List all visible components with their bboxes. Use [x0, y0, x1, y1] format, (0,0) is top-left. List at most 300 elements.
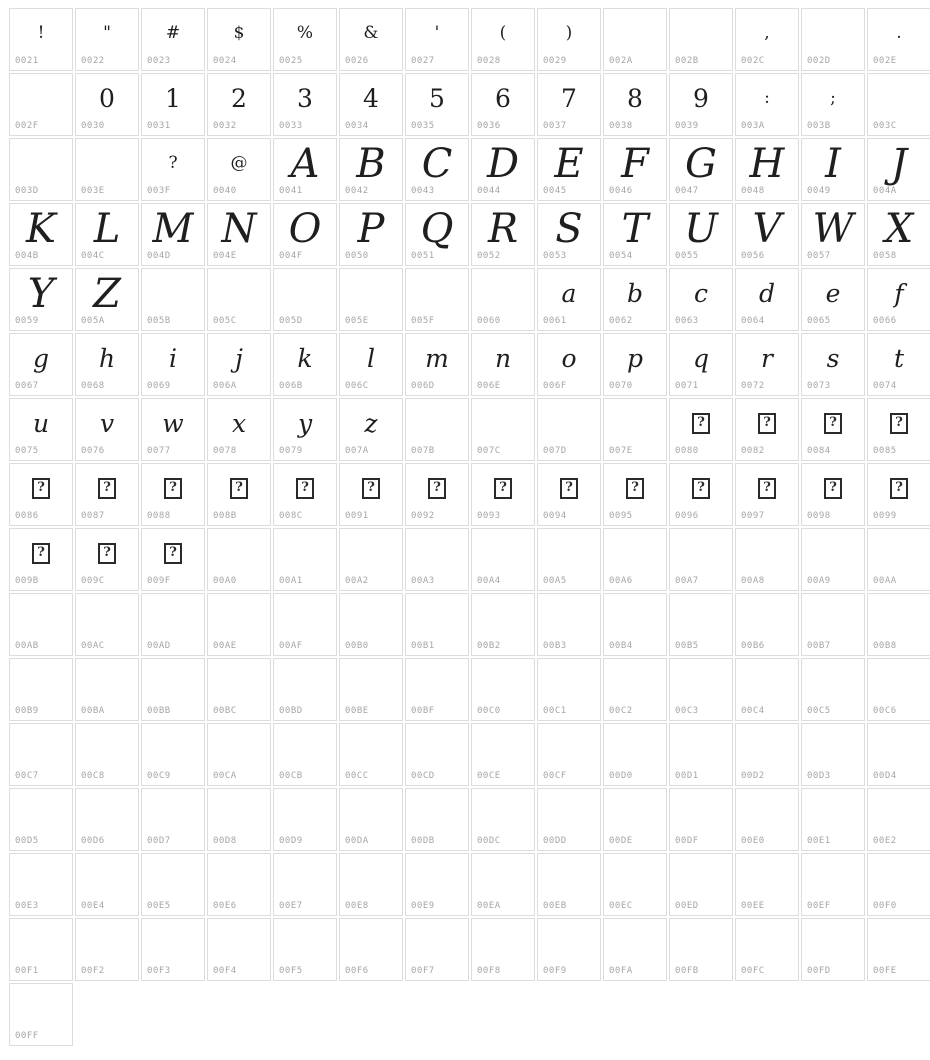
- code-label: 00F2: [81, 966, 105, 976]
- code-label: 00F3: [147, 966, 171, 976]
- glyph-cell-0029: [537, 8, 601, 71]
- code-label: 0038: [609, 121, 633, 131]
- glyph: F: [621, 140, 649, 187]
- glyph: p: [626, 344, 643, 373]
- glyph-cell-00A8: [735, 528, 799, 591]
- glyph-cell-005B: [141, 268, 205, 331]
- glyph: R: [487, 205, 519, 252]
- glyph-cell-0052: [471, 203, 535, 266]
- glyph-cell-003C: [867, 73, 930, 136]
- glyph-cell-002C: [735, 8, 799, 71]
- code-label: 00D4: [873, 771, 897, 781]
- missing-glyph-icon: ?: [98, 543, 116, 564]
- glyph: f: [894, 279, 904, 308]
- code-label: 00DE: [609, 836, 633, 846]
- glyph-cell-00E2: [867, 788, 930, 851]
- glyph: $: [233, 23, 245, 43]
- glyph-cell-009F: [141, 528, 205, 591]
- glyph: ?: [168, 153, 178, 173]
- glyph-cell-00B5: [669, 593, 733, 656]
- glyph-cell-00D9: [273, 788, 337, 851]
- glyph-cell-00BA: [75, 658, 139, 721]
- code-label: 00A7: [675, 576, 699, 586]
- code-label: 0025: [279, 56, 303, 66]
- code-label: 0066: [873, 316, 897, 326]
- glyph-cell-00CE: [471, 723, 535, 786]
- glyph: L: [93, 205, 121, 252]
- glyph: V: [752, 205, 782, 252]
- glyph-cell-00BB: [141, 658, 205, 721]
- missing-glyph-icon: ?: [164, 478, 182, 499]
- code-label: 00E9: [411, 901, 435, 911]
- code-label: 002B: [675, 56, 699, 66]
- glyph-cell-006A: [207, 333, 271, 396]
- glyph-cell-00F9: [537, 918, 601, 981]
- code-label: 00EE: [741, 901, 765, 911]
- glyph-cell-00FB: [669, 918, 733, 981]
- glyph-cell-0099: [867, 463, 930, 526]
- code-label: 00BB: [147, 706, 171, 716]
- glyph-cell-003D: [9, 138, 73, 201]
- code-label: 006F: [543, 381, 567, 391]
- code-label: 0034: [345, 121, 369, 131]
- glyph: 9: [693, 84, 709, 113]
- code-label: 00F4: [213, 966, 237, 976]
- glyph-cell-00FC: [735, 918, 799, 981]
- code-label: 0022: [81, 56, 105, 66]
- missing-glyph-icon: ?: [824, 478, 842, 499]
- code-label: 0044: [477, 186, 501, 196]
- glyph: 4: [363, 84, 379, 113]
- code-label: 00D2: [741, 771, 765, 781]
- code-label: 0054: [609, 251, 633, 261]
- glyph-cell-0070: [603, 333, 667, 396]
- code-label: 002D: [807, 56, 831, 66]
- glyph: N: [221, 205, 257, 252]
- code-label: 0077: [147, 446, 171, 456]
- glyph-cell-0048: [735, 138, 799, 201]
- glyph-cell-003E: [75, 138, 139, 201]
- code-label: 0059: [15, 316, 39, 326]
- glyph-cell-00A0: [207, 528, 271, 591]
- glyph-cell-00EB: [537, 853, 601, 916]
- code-label: 00DD: [543, 836, 567, 846]
- code-label: 0027: [411, 56, 435, 66]
- code-label: 009F: [147, 576, 171, 586]
- glyph-cell-005F: [405, 268, 469, 331]
- code-label: 00BA: [81, 706, 105, 716]
- glyph: l: [367, 344, 375, 373]
- glyph-cell-0069: [141, 333, 205, 396]
- glyph-cell-006B: [273, 333, 337, 396]
- glyph-cell-006D: [405, 333, 469, 396]
- code-label: 00BF: [411, 706, 435, 716]
- code-label: 0070: [609, 381, 633, 391]
- glyph-cell-00EC: [603, 853, 667, 916]
- code-label: 00FE: [873, 966, 897, 976]
- glyph-cell-00A9: [801, 528, 865, 591]
- code-label: 0092: [411, 511, 435, 521]
- code-label: 00D0: [609, 771, 633, 781]
- glyph-cell-0055: [669, 203, 733, 266]
- code-label: 00DA: [345, 836, 369, 846]
- code-label: 00AD: [147, 641, 171, 651]
- code-label: 0060: [477, 316, 501, 326]
- code-label: 007B: [411, 446, 435, 456]
- glyph-cell-00CB: [273, 723, 337, 786]
- code-label: 00B5: [675, 641, 699, 651]
- glyph: h: [98, 344, 116, 373]
- code-label: 008B: [213, 511, 237, 521]
- code-label: 004C: [81, 251, 105, 261]
- glyph: .: [896, 23, 902, 43]
- glyph: A: [290, 140, 320, 187]
- code-label: 00EA: [477, 901, 501, 911]
- glyph-cell-004E: [207, 203, 271, 266]
- glyph-cell-003B: [801, 73, 865, 136]
- glyph-cell-0039: [669, 73, 733, 136]
- code-label: 0030: [81, 121, 105, 131]
- code-label: 00D9: [279, 836, 303, 846]
- code-label: 00A3: [411, 576, 435, 586]
- glyph: s: [826, 344, 840, 373]
- glyph-cell-0079: [273, 398, 337, 461]
- code-label: 00CC: [345, 771, 369, 781]
- code-label: 0094: [543, 511, 567, 521]
- glyph-cell-0098: [801, 463, 865, 526]
- glyph-cell-0021: [9, 8, 73, 71]
- glyph-cell-00E6: [207, 853, 271, 916]
- code-label: 00AC: [81, 641, 105, 651]
- code-label: 004A: [873, 186, 897, 196]
- glyph-cell-00E9: [405, 853, 469, 916]
- code-label: 00FC: [741, 966, 765, 976]
- glyph-cell-0036: [471, 73, 535, 136]
- glyph-cell-0092: [405, 463, 469, 526]
- glyph-cell-0031: [141, 73, 205, 136]
- code-label: 0032: [213, 121, 237, 131]
- code-label: 00FA: [609, 966, 633, 976]
- glyph: 0: [99, 84, 115, 113]
- glyph-cell-00E0: [735, 788, 799, 851]
- glyph-cell-007A: [339, 398, 403, 461]
- missing-glyph-icon: ?: [296, 478, 314, 499]
- code-label: 00DC: [477, 836, 501, 846]
- glyph-cell-0062: [603, 268, 667, 331]
- glyph: C: [421, 140, 453, 187]
- glyph-cell-0084: [801, 398, 865, 461]
- glyph-cell-0046: [603, 138, 667, 201]
- glyph-cell-0088: [141, 463, 205, 526]
- glyph-cell-006F: [537, 333, 601, 396]
- code-label: 005E: [345, 316, 369, 326]
- code-label: 00CA: [213, 771, 237, 781]
- code-label: 00DF: [675, 836, 699, 846]
- code-label: 0069: [147, 381, 171, 391]
- glyph-cell-0022: [75, 8, 139, 71]
- missing-glyph-icon: ?: [164, 543, 182, 564]
- glyph-cell-00FE: [867, 918, 930, 981]
- glyph-cell-0026: [339, 8, 403, 71]
- code-label: 0049: [807, 186, 831, 196]
- glyph: 2: [231, 84, 247, 113]
- glyph-cell-00DB: [405, 788, 469, 851]
- glyph: T: [621, 205, 649, 252]
- glyph: D: [486, 140, 520, 187]
- code-label: 00B8: [873, 641, 897, 651]
- code-label: 00C7: [15, 771, 39, 781]
- glyph-cell-0023: [141, 8, 205, 71]
- glyph-cell-0042: [339, 138, 403, 201]
- missing-glyph-icon: ?: [692, 478, 710, 499]
- glyph-cell-0067: [9, 333, 73, 396]
- code-label: 00C6: [873, 706, 897, 716]
- missing-glyph-icon: ?: [824, 413, 842, 434]
- code-label: 00D3: [807, 771, 831, 781]
- glyph-cell-00E8: [339, 853, 403, 916]
- glyph-cell-0041: [273, 138, 337, 201]
- glyph-cell-0094: [537, 463, 601, 526]
- glyph: 8: [627, 84, 643, 113]
- code-label: 0029: [543, 56, 567, 66]
- glyph-cell-008B: [207, 463, 271, 526]
- glyph: y: [297, 409, 313, 438]
- code-label: 003E: [81, 186, 105, 196]
- code-label: 00D5: [15, 836, 39, 846]
- code-label: 00A6: [609, 576, 633, 586]
- glyph-cell-0086: [9, 463, 73, 526]
- code-label: 00D8: [213, 836, 237, 846]
- glyph-cell-0064: [735, 268, 799, 331]
- code-label: 004D: [147, 251, 171, 261]
- code-label: 00CF: [543, 771, 567, 781]
- missing-glyph-icon: ?: [890, 413, 908, 434]
- glyph-cell-007D: [537, 398, 601, 461]
- code-label: 00CD: [411, 771, 435, 781]
- glyph-cell-00DF: [669, 788, 733, 851]
- code-label: 0086: [15, 511, 39, 521]
- glyph: #: [165, 23, 181, 43]
- glyph-cell-005E: [339, 268, 403, 331]
- code-label: 0052: [477, 251, 501, 261]
- code-label: 0093: [477, 511, 501, 521]
- code-label: 008C: [279, 511, 303, 521]
- code-label: 00C2: [609, 706, 633, 716]
- code-label: 0088: [147, 511, 171, 521]
- glyph: w: [162, 409, 184, 438]
- glyph: :: [764, 88, 770, 108]
- glyph-cell-00EE: [735, 853, 799, 916]
- code-label: 0026: [345, 56, 369, 66]
- code-label: 003F: [147, 186, 171, 196]
- glyph-cell-00E4: [75, 853, 139, 916]
- glyph-cell-00A3: [405, 528, 469, 591]
- glyph-cell-00AA: [867, 528, 930, 591]
- glyph-cell-00C4: [735, 658, 799, 721]
- glyph-cell-00D6: [75, 788, 139, 851]
- glyph-cell-0075: [9, 398, 73, 461]
- code-label: 0051: [411, 251, 435, 261]
- code-label: 00C5: [807, 706, 831, 716]
- glyph-cell-00A4: [471, 528, 535, 591]
- code-label: 00E1: [807, 836, 831, 846]
- glyph-cell-0032: [207, 73, 271, 136]
- glyph-cell-0071: [669, 333, 733, 396]
- code-label: 00C1: [543, 706, 567, 716]
- glyph-cell-0056: [735, 203, 799, 266]
- glyph-cell-0085: [867, 398, 930, 461]
- glyph-cell-00DD: [537, 788, 601, 851]
- glyph-cell-0054: [603, 203, 667, 266]
- code-label: 006E: [477, 381, 501, 391]
- missing-glyph-icon: ?: [626, 478, 644, 499]
- code-label: 00F0: [873, 901, 897, 911]
- glyph: G: [685, 140, 717, 187]
- glyph-cell-00C1: [537, 658, 601, 721]
- code-label: 007C: [477, 446, 501, 456]
- code-label: 00BD: [279, 706, 303, 716]
- glyph-cell-00F8: [471, 918, 535, 981]
- glyph-cell-00C8: [75, 723, 139, 786]
- glyph-cell-00B2: [471, 593, 535, 656]
- code-label: 007D: [543, 446, 567, 456]
- glyph: H: [749, 140, 785, 187]
- glyph-cell-00B9: [9, 658, 73, 721]
- code-label: 00E4: [81, 901, 105, 911]
- code-label: 006B: [279, 381, 303, 391]
- glyph-cell-0096: [669, 463, 733, 526]
- glyph: 5: [429, 84, 445, 113]
- glyph-cell-006E: [471, 333, 535, 396]
- code-label: 006A: [213, 381, 237, 391]
- glyph: e: [825, 279, 841, 308]
- code-label: 005F: [411, 316, 435, 326]
- glyph: %: [296, 23, 314, 43]
- glyph: ): [565, 23, 573, 43]
- code-label: 00F8: [477, 966, 501, 976]
- code-label: 007A: [345, 446, 369, 456]
- glyph: S: [555, 205, 583, 252]
- glyph-cell-005D: [273, 268, 337, 331]
- code-label: 002E: [873, 56, 897, 66]
- glyph: j: [235, 344, 243, 373]
- glyph-cell-00A6: [603, 528, 667, 591]
- glyph: a: [561, 279, 577, 308]
- glyph: x: [231, 409, 247, 438]
- glyph-cell-00C6: [867, 658, 930, 721]
- missing-glyph-icon: ?: [758, 478, 776, 499]
- glyph-cell-00C3: [669, 658, 733, 721]
- glyph-cell-0077: [141, 398, 205, 461]
- glyph-cell-00FF: [9, 983, 73, 1046]
- glyph: ,: [764, 23, 770, 43]
- code-label: 0085: [873, 446, 897, 456]
- code-label: 0028: [477, 56, 501, 66]
- glyph-cell-0074: [867, 333, 930, 396]
- code-label: 00A9: [807, 576, 831, 586]
- glyph-cell-0091: [339, 463, 403, 526]
- code-label: 005B: [147, 316, 171, 326]
- code-label: 0071: [675, 381, 699, 391]
- glyph-cell-0082: [735, 398, 799, 461]
- code-label: 00B0: [345, 641, 369, 651]
- code-label: 00C9: [147, 771, 171, 781]
- glyph-cell-002E: [867, 8, 930, 71]
- glyph: ': [434, 23, 440, 43]
- glyph-cell-005C: [207, 268, 271, 331]
- glyph-cell-00B3: [537, 593, 601, 656]
- code-label: 00FD: [807, 966, 831, 976]
- code-label: 00EC: [609, 901, 633, 911]
- code-label: 002F: [15, 121, 39, 131]
- glyph: o: [561, 344, 577, 373]
- glyph-cell-0068: [75, 333, 139, 396]
- code-label: 003C: [873, 121, 897, 131]
- code-label: 0072: [741, 381, 765, 391]
- glyph: Y: [27, 270, 55, 317]
- code-label: 00E3: [15, 901, 39, 911]
- glyph-cell-0095: [603, 463, 667, 526]
- glyph-cell-00BE: [339, 658, 403, 721]
- missing-glyph-icon: ?: [428, 478, 446, 499]
- code-label: 0050: [345, 251, 369, 261]
- code-label: 00AA: [873, 576, 897, 586]
- missing-glyph-icon: ?: [362, 478, 380, 499]
- code-label: 0053: [543, 251, 567, 261]
- code-label: 0057: [807, 251, 831, 261]
- glyph-cell-0060: [471, 268, 535, 331]
- glyph-cell-004A: [867, 138, 930, 201]
- glyph-cell-00BC: [207, 658, 271, 721]
- glyph: I: [825, 140, 841, 187]
- glyph-cell-0045: [537, 138, 601, 201]
- glyph: W: [812, 205, 854, 252]
- glyph-cell-0049: [801, 138, 865, 201]
- glyph-cell-007C: [471, 398, 535, 461]
- glyph-cell-00D3: [801, 723, 865, 786]
- glyph: K: [26, 205, 56, 252]
- glyph: J: [890, 140, 908, 187]
- code-label: 00F1: [15, 966, 39, 976]
- code-label: 00F9: [543, 966, 567, 976]
- glyph: 7: [561, 84, 577, 113]
- glyph-cell-0059: [9, 268, 73, 331]
- glyph-cell-00DC: [471, 788, 535, 851]
- code-label: 00A8: [741, 576, 765, 586]
- glyph: i: [169, 344, 177, 373]
- code-label: 002A: [609, 56, 633, 66]
- glyph-cell-00F7: [405, 918, 469, 981]
- code-label: 0021: [15, 56, 39, 66]
- code-label: 007E: [609, 446, 633, 456]
- code-label: 0065: [807, 316, 831, 326]
- glyph: u: [32, 409, 50, 438]
- glyph-cell-0063: [669, 268, 733, 331]
- code-label: 009B: [15, 576, 39, 586]
- code-label: 0067: [15, 381, 39, 391]
- glyph-cell-00AD: [141, 593, 205, 656]
- code-label: 003D: [15, 186, 39, 196]
- missing-glyph-icon: ?: [758, 413, 776, 434]
- glyph-cell-0080: [669, 398, 733, 461]
- code-label: 0097: [741, 511, 765, 521]
- code-label: 005A: [81, 316, 105, 326]
- glyph-cell-008C: [273, 463, 337, 526]
- glyph: @: [230, 153, 248, 173]
- code-label: 00A1: [279, 576, 303, 586]
- glyph-cell-0053: [537, 203, 601, 266]
- code-label: 00AF: [279, 641, 303, 651]
